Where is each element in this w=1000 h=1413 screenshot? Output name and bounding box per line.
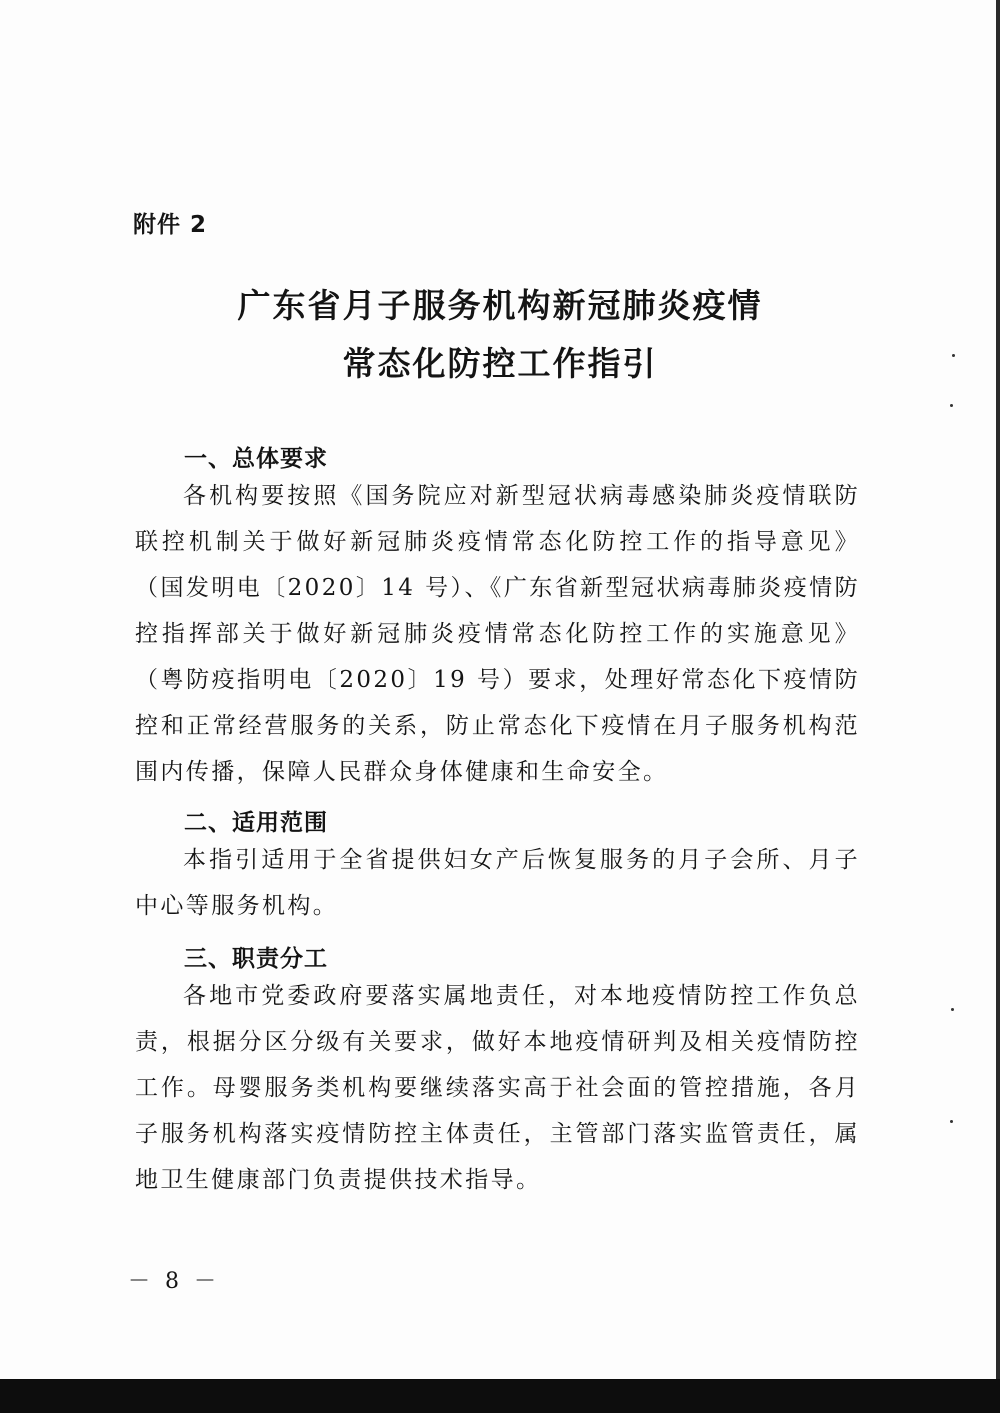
section-heading-scope: 二、适用范围 <box>184 810 328 836</box>
scan-speck <box>951 1008 954 1011</box>
scan-speck <box>950 1120 953 1123</box>
document-title-line-1: 广东省月子服务机构新冠肺炎疫情 <box>237 286 763 325</box>
section-heading-general-requirements: 一、总体要求 <box>184 446 328 472</box>
section-heading-responsibilities: 三、职责分工 <box>184 946 328 972</box>
page-number: － 8 － <box>128 1269 220 1294</box>
scan-edge-right <box>996 0 1000 1413</box>
section-body-general-requirements: 各机构要按照《国务院应对新型冠状病毒感染肺炎疫情联防联控机制关于做好新冠肺炎疫情常态化防控工作的指导意见》（国发明电〔2020〕14 号）、《广东省新型冠状病毒肺炎疫情防控指挥部关于做好新冠肺炎疫情常态化防控工作的实施意见》（粤防疫指明电〔2020〕19 号）要求，处理好常态化下疫情防控和正常经营服务的关系，防止常态化下疫情在月子服务机构范围内传播，保障人民群众身体健康和生命安全。 <box>135 483 860 785</box>
attachment-label: 附件 2 <box>133 212 208 238</box>
scan-speck <box>950 404 953 407</box>
section-body-responsibilities: 各地市党委政府要落实属地责任，对本地疫情防控工作负总责，根据分区分级有关要求，做好本地疫情研判及相关疫情防控工作。母婴服务类机构要继续落实高于社会面的管控措施，各月子服务机构落实疫情防控主体责任，主管部门落实监管责任，属地卫生健康部门负责提供技术指导。 <box>135 983 860 1193</box>
scan-speck <box>952 354 955 357</box>
section-body-scope: 本指引适用于全省提供妇女产后恢复服务的月子会所、月子中心等服务机构。 <box>135 847 860 919</box>
scan-edge-bottom <box>0 1379 1000 1413</box>
document-title-line-2: 常态化防控工作指引 <box>342 344 658 383</box>
